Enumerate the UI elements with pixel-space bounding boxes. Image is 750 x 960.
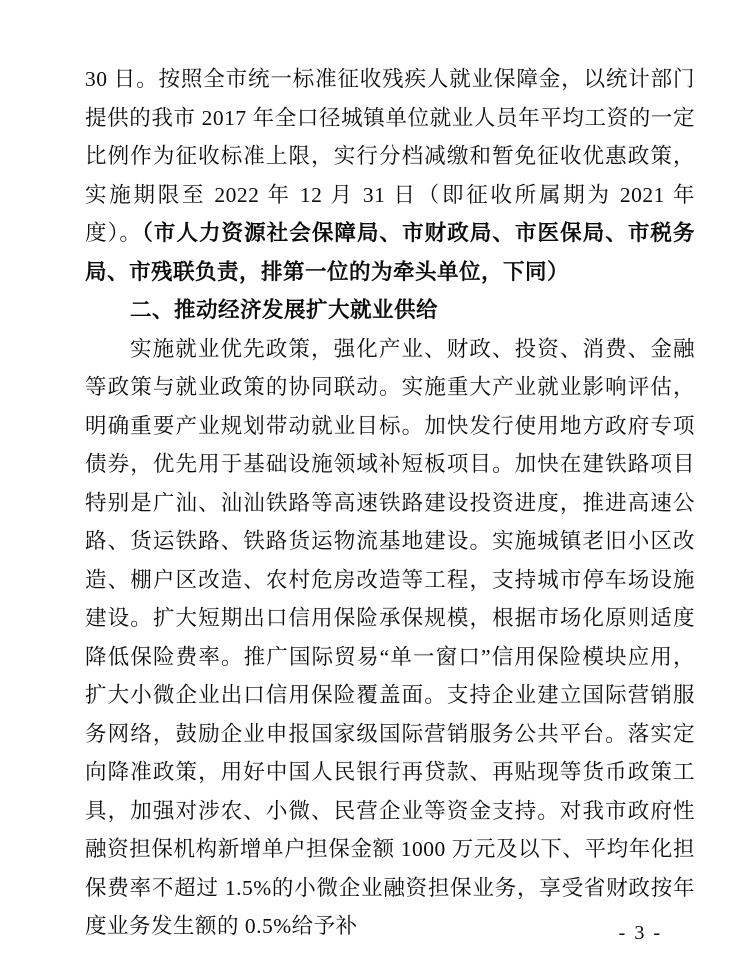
paragraph-employment-policy: 实施就业优先政策，强化产业、财政、投资、消费、金融等政策与就业政策的协同联动。实施重大产业就业影响评估，明确重要产业规划带动就业目标。加快发行使用地方政府专项债券，优先用于基础设施领域补短板项目。加快在建铁路项目特别是广汕、汕汕铁路等高速铁路建设投资进度，推进高速公路、货运铁路、铁路货运物流基地建设。实施城镇老旧小区改造、棚户区改造、农村危房改造等工程，支持城市停车场设施建设。扩大短期出口信用保险承保规模，根据市场化原则适度降低保险费率。推广国际贸易“单一窗口”信用保险模块应用，扩大小微企业出口信用保险覆盖面。支持企业建立国际营销服务网络，鼓励企业申报国家级国际营销服务公共平台。落实定向降准政策，用好中国人民银行再贷款、再贴现等货币政策工具，加强对涉农、小微、民营企业等资金支持。对我市政府性融资担保机构新增单户担保金额 1000 万元及以下、平均年化担保费率不超过 1.5%的小微企业融资担保业务，享受省财政按年度业务发生额的 0.5%给予补 [85, 336, 695, 938]
paragraph-continuation-text: 30 日。按照全市统一标准征收残疾人就业保障金，以统计部门提供的我市 2017 年全口径城镇单位就业人员年平均工资的一定比例作为征收标准上限，实行分档减缴和暂免征收优惠政策，实施期限至 2022 年 12 月 31 日（即征收所属期为 2021 年度）。 [85, 67, 695, 245]
paragraph-continuation [85, 60, 695, 291]
responsible-departments-note: （市人力资源社会保障局、市财政局、市医保局、市税务局、市残联负责，排第一位的为牵头单位，下同） [85, 221, 695, 284]
page-number: - 3 - [618, 922, 662, 944]
document-body [85, 60, 695, 946]
section-heading: 二、推动经济发展扩大就业供给 [130, 298, 439, 322]
